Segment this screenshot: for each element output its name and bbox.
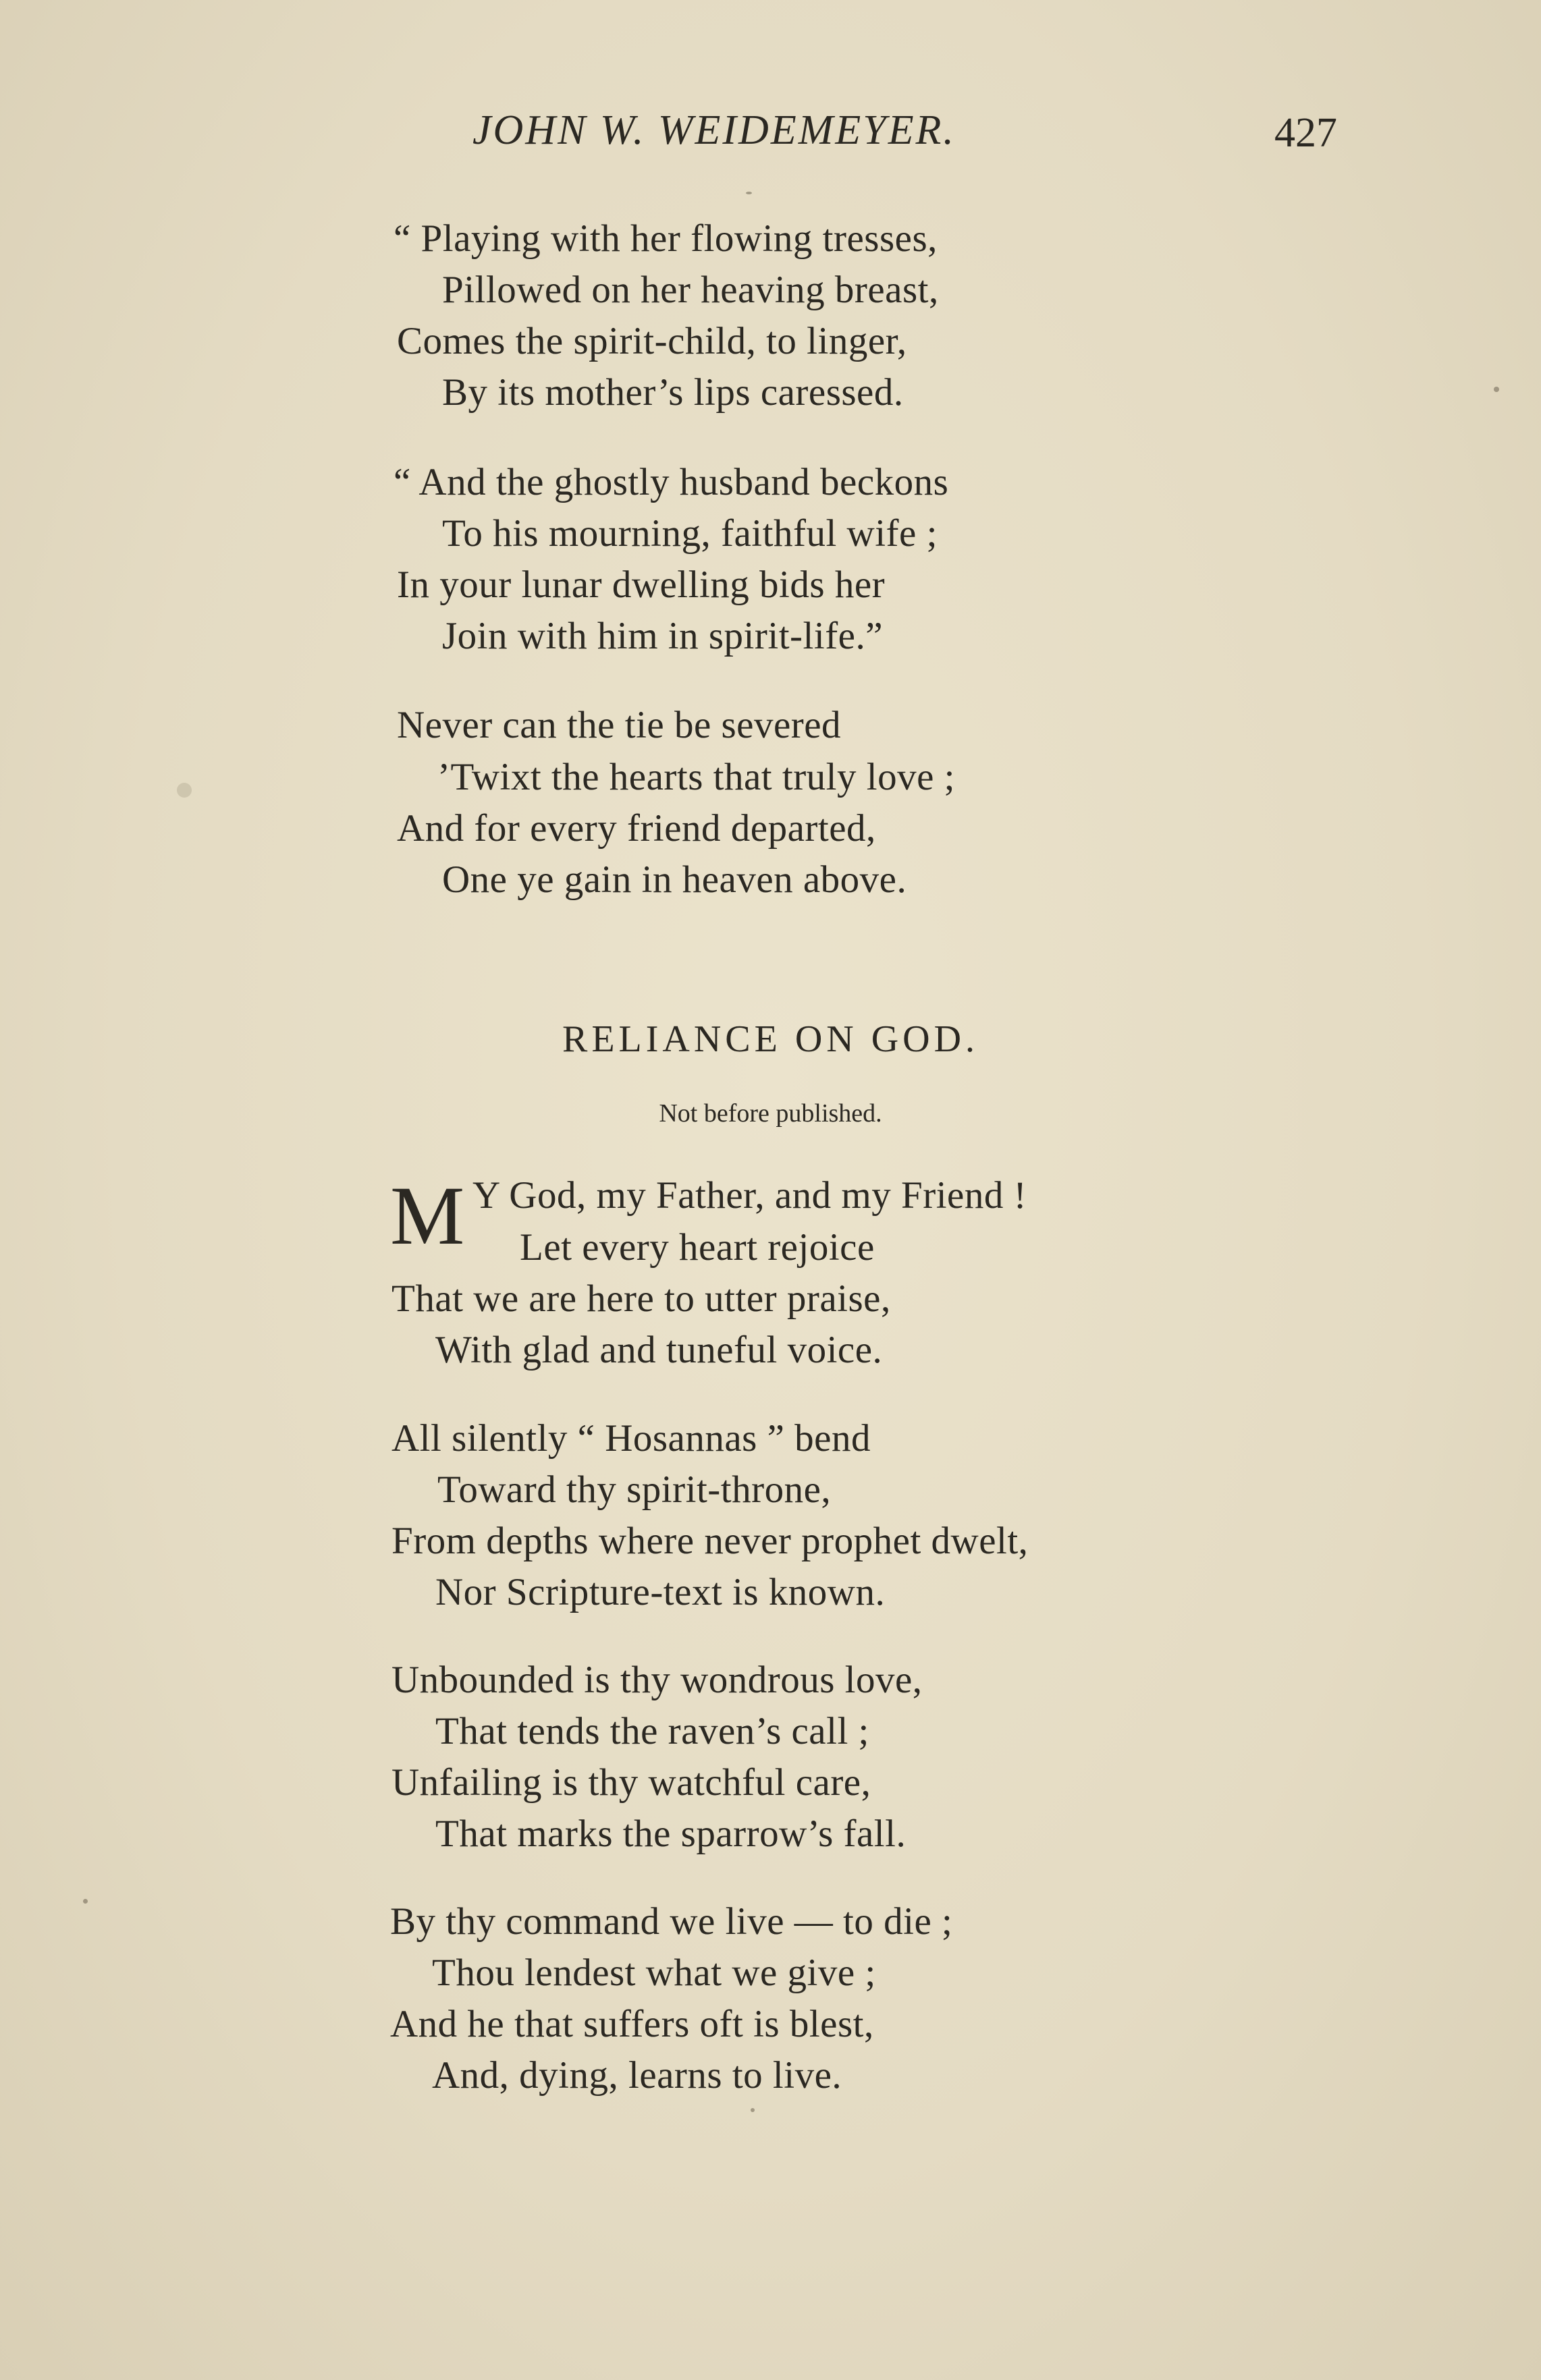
paper-speck — [746, 192, 752, 194]
verse-line: “ Playing with her flowing tresses, — [394, 217, 938, 260]
verse-line: “ And the ghostly husband beckons — [394, 461, 949, 503]
page-number: 427 — [1274, 110, 1337, 156]
paper-stain — [177, 783, 192, 798]
verse-line: Join with him in spirit-life.” — [442, 615, 884, 657]
verse-line: In your lunar dwelling bids her — [397, 563, 886, 606]
verse-line: That marks the sparrow’s fall. — [435, 1812, 907, 1855]
paper-speck — [751, 2108, 755, 2112]
verse-line: That tends the raven’s call ; — [435, 1710, 869, 1752]
verse-line: Pillowed on her heaving breast, — [442, 269, 939, 311]
verse-line: Unbounded is thy wondrous love, — [391, 1659, 923, 1701]
verse-line: Thou lendest what we give ; — [432, 1952, 876, 1994]
verse-line: All silently “ Hosannas ” bend — [391, 1417, 871, 1460]
verse-line: And, dying, learns to live. — [432, 2054, 842, 2097]
verse-line: Never can the tie be severed — [397, 704, 842, 746]
drop-cap: M — [390, 1169, 465, 1262]
verse-line: By its mother’s lips caressed. — [442, 371, 904, 414]
verse-line: By thy command we live — to die ; — [390, 1900, 953, 1943]
paper-speck — [83, 1899, 88, 1904]
verse-line: Unfailing is thy watchful care, — [391, 1761, 871, 1804]
verse-line: With glad and tuneful voice. — [435, 1329, 883, 1371]
verse-line: That we are here to utter praise, — [391, 1277, 891, 1320]
poem-title: RELIANCE ON GOD. — [562, 1018, 979, 1060]
verse-line: And for every friend departed, — [397, 807, 876, 850]
verse-line: From depths where never prophet dwelt, — [391, 1520, 1029, 1562]
paper-speck — [1494, 387, 1499, 392]
running-title: JOHN W. WEIDEMEYER. — [472, 107, 956, 153]
verse-line: Y God, my Father, and my Friend ! — [472, 1174, 1027, 1217]
verse-line: Let every heart rejoice — [520, 1226, 875, 1269]
verse-line: Nor Scripture-text is known. — [435, 1571, 886, 1613]
verse-line: One ye gain in heaven above. — [442, 858, 907, 901]
verse-line: And he that suffers oft is blest, — [390, 2003, 874, 2045]
verse-line: Comes the spirit-child, to linger, — [397, 320, 907, 362]
verse-line: To his mourning, faithful wife ; — [442, 512, 938, 555]
poem-subtitle: Not before published. — [659, 1099, 882, 1128]
verse-line: ’Twixt the hearts that truly love ; — [437, 756, 955, 798]
page-header — [0, 107, 1541, 161]
verse-line: Toward thy spirit-throne, — [437, 1468, 832, 1511]
